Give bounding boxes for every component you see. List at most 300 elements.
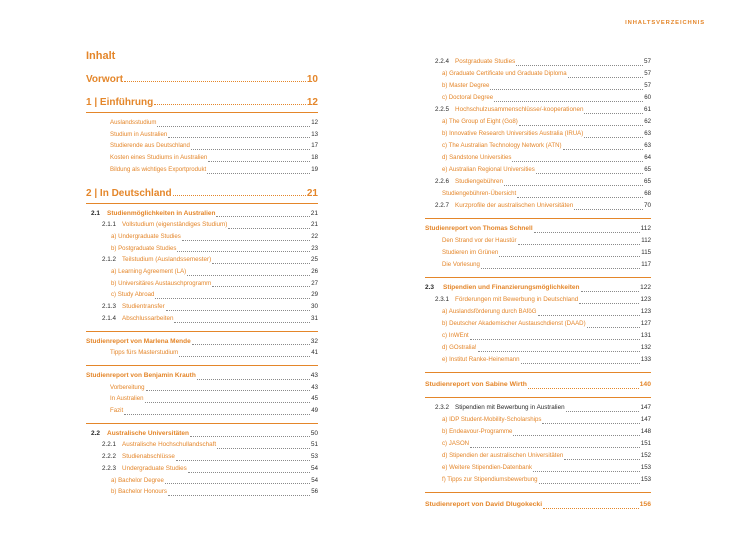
entry-label: c) JASON (442, 440, 470, 447)
dot-leader (192, 343, 310, 345)
toc-entry[interactable] (442, 306, 651, 318)
toc-entry[interactable] (110, 152, 318, 164)
toc-entry[interactable] (442, 414, 651, 426)
toc-report-wirth[interactable] (425, 379, 651, 391)
dot-leader (207, 172, 310, 174)
toc-sub-2-2-6[interactable] (435, 176, 651, 188)
entry-page: 25 (310, 256, 318, 264)
toc-sub-2-2-4[interactable] (435, 56, 651, 68)
toc-entry[interactable] (442, 318, 651, 330)
entry-page: 140 (639, 381, 651, 388)
dot-leader (538, 314, 640, 316)
entry-label: Kosten eines Studiums in Australien (110, 154, 208, 162)
entry-page: 41 (311, 349, 318, 357)
toc-sub-2-3-1[interactable] (435, 294, 651, 306)
toc-entry[interactable] (110, 405, 318, 417)
toc-entry[interactable] (111, 231, 318, 243)
dot-leader (197, 378, 310, 380)
dot-leader (228, 227, 310, 229)
entry-label: Die Vorlesung (442, 261, 480, 268)
toc-sub-2-1-4[interactable] (102, 313, 318, 325)
entry-page: 122 (640, 284, 651, 291)
entry-page: 148 (640, 428, 651, 435)
entry-page: 147 (640, 404, 651, 411)
dot-leader (212, 285, 310, 287)
entry-page: 62 (644, 118, 651, 125)
dot-leader (470, 446, 640, 448)
section-number: 2.2.4 (435, 58, 450, 65)
entry-label: Studienreport von Sabine Wirth (425, 381, 527, 388)
toc-sub-2-3-2[interactable] (435, 402, 651, 414)
entry-label: b) Deutscher Akademischer Austauschdienst (DAAD) (442, 320, 586, 327)
entry-label: a) Learning Agreement (LA) (111, 268, 187, 276)
toc-sub-2-1-1[interactable] (102, 219, 318, 231)
section-rule (86, 365, 318, 366)
entry-label: a) Graduate Certificate und Graduate Diploma (442, 70, 567, 77)
section-2-3 (425, 282, 651, 366)
entry-page: 22 (311, 232, 318, 240)
entry-label: Studienreport von David Dlugokecki (425, 501, 543, 508)
section-2-3-2 (425, 402, 651, 486)
entry-label: c) The Australian Technology Network (ATN) (442, 142, 562, 149)
section-number: 2.2 (91, 429, 101, 437)
sub-2-1-2-items (111, 266, 318, 301)
sub-2-2-3-items (111, 475, 318, 498)
entry-label: b) Master Degree (442, 82, 490, 89)
section-rule (86, 331, 318, 332)
entry-label: Hochschulzusammenschlüsse/-kooperationen (455, 106, 584, 113)
entry-page: 117 (641, 261, 651, 268)
entry-page: 26 (311, 268, 318, 276)
toc-entry[interactable] (111, 486, 318, 498)
dot-leader (518, 243, 641, 245)
dot-leader (533, 470, 640, 472)
sub-2-3-1-items (442, 306, 651, 366)
entry-label: In Australien (110, 395, 144, 403)
entry-page: 61 (643, 106, 651, 113)
entry-page: 153 (640, 476, 651, 483)
entry-label: f) Tipps zur Stipendiumsbewerbung (442, 476, 538, 483)
sub-2-1-1-items (111, 231, 318, 254)
toc-entry[interactable] (442, 68, 651, 80)
entry-label: e) Institut Ranke-Heinemann (442, 356, 520, 363)
entry-page: 51 (310, 441, 318, 449)
toc-entry[interactable] (442, 462, 651, 474)
entry-page: 30 (310, 303, 318, 311)
entry-label: c) Study Abroad (111, 291, 155, 299)
entry-page: 60 (644, 94, 651, 101)
entry-page: 123 (640, 296, 651, 303)
section-number: 2.2.3 (102, 464, 117, 472)
section-number: 2.1.2 (102, 256, 117, 264)
section-rule (425, 372, 651, 373)
entry-label: a) The Group of Eight (Go8) (442, 118, 518, 125)
section-2-2 (86, 428, 318, 498)
dot-leader (579, 302, 639, 304)
dot-leader (517, 196, 643, 198)
toc-entry[interactable] (111, 266, 318, 278)
toc-title: Inhalt (86, 50, 116, 62)
dot-leader (521, 362, 640, 364)
entry-page: 132 (640, 344, 651, 351)
dot-leader (146, 389, 311, 391)
dot-leader (212, 262, 310, 264)
entry-page: 156 (639, 501, 651, 508)
entry-page: 112 (641, 237, 651, 244)
entry-page: 17 (311, 142, 318, 150)
toc-entry[interactable] (442, 92, 651, 104)
entry-page: 153 (640, 464, 651, 471)
dot-leader (166, 309, 310, 311)
entry-page: 115 (641, 249, 651, 256)
entry-page: 57 (643, 58, 651, 65)
toc-entry[interactable] (442, 330, 651, 342)
entry-page: 127 (640, 320, 651, 327)
dot-leader (568, 76, 644, 78)
toc-entry[interactable] (442, 426, 651, 438)
section-2-2-subs (102, 439, 318, 474)
entry-page: 19 (311, 165, 318, 173)
entry-page: 70 (643, 202, 651, 209)
section-rule (425, 277, 651, 278)
entry-label: Abschlussarbeiten (122, 314, 174, 322)
entry-page: 152 (640, 452, 651, 459)
entry-page: 21 (310, 209, 318, 217)
entry-label: e) Weitere Stipendien-Datenbank (442, 464, 532, 471)
sub-2-2-6-items (442, 188, 651, 200)
dot-leader (190, 435, 310, 437)
entry-label: Förderungen mit Bewerbung in Deutschland (455, 296, 579, 303)
dot-leader (145, 401, 311, 403)
dot-leader (191, 148, 310, 150)
entry-label: Auslandsstudium (110, 119, 157, 126)
dot-leader (564, 458, 640, 460)
entry-label: Australische Universitäten (107, 429, 190, 437)
dot-leader (174, 321, 310, 323)
entry-label: Studienreport von Benjamin Krauth (86, 371, 196, 379)
dot-leader (528, 387, 639, 389)
entry-label: e) Australian Regional Universities (442, 166, 535, 173)
entry-label: Studiengebühren (455, 178, 503, 185)
entry-label: Studienabschlüsse (122, 453, 175, 461)
toc-entry[interactable] (102, 463, 318, 475)
entry-page: 133 (640, 356, 651, 363)
toc-entry[interactable] (442, 438, 651, 450)
entry-page: 43 (311, 383, 318, 391)
entry-page: 29 (311, 291, 318, 299)
dot-leader (587, 326, 640, 328)
section-rule (425, 218, 651, 219)
dot-leader (574, 208, 643, 210)
entry-page: 65 (643, 178, 651, 185)
toc-sub-2-2-7[interactable] (435, 200, 651, 212)
entry-label: d) GOstralia! (442, 344, 477, 351)
entry-page: 50 (310, 429, 318, 437)
entry-page: 10 (306, 74, 318, 85)
entry-label: a) IDP Student-Mobility-Scholarships (442, 416, 542, 423)
section-rule (425, 492, 651, 493)
entry-label: Studienreport von Thomas Schnell (425, 225, 533, 232)
dot-leader (584, 112, 643, 114)
entry-label: Bildung als wichtiges Exportprodukt (110, 165, 207, 173)
toc-entry[interactable] (102, 451, 318, 463)
sub-2-3-2-items (442, 414, 651, 486)
entry-label: Vollstudium (eigenständiges Studium) (122, 221, 228, 229)
section-number: 2.1.1 (102, 221, 117, 229)
entry-page: 53 (310, 453, 318, 461)
entry-page: 56 (311, 488, 318, 496)
toc-section-2-2[interactable] (91, 428, 318, 440)
toc-entry[interactable] (111, 289, 318, 301)
entry-label: Kurzprofile der australischen Universitäten (455, 202, 574, 209)
dot-leader (182, 239, 310, 241)
dot-leader (581, 290, 640, 292)
dot-leader (165, 482, 310, 484)
entry-page: 13 (311, 130, 318, 138)
entry-label: Postgraduate Studies (455, 58, 516, 65)
toc-section-2-1[interactable] (91, 208, 318, 220)
toc-sub-2-1-3[interactable] (102, 301, 318, 313)
chapter-1-items (110, 117, 318, 176)
entry-label: 1 | Einführung (86, 97, 154, 108)
toc-entry[interactable] (111, 243, 318, 255)
entry-page: 27 (311, 279, 318, 287)
dot-leader (499, 255, 640, 257)
toc-entry[interactable] (442, 235, 651, 247)
dot-leader (168, 494, 310, 496)
entry-label: a) Bachelor Degree (111, 476, 164, 484)
dot-leader (481, 267, 640, 269)
toc-entry[interactable] (442, 354, 651, 366)
toc-sub-2-1-2[interactable] (102, 254, 318, 266)
toc-entry[interactable] (110, 164, 318, 176)
toc-entry[interactable] (442, 188, 651, 200)
section-rule (425, 397, 651, 398)
entry-page: 68 (644, 190, 651, 197)
dot-leader (566, 410, 640, 412)
dot-leader (173, 194, 306, 196)
dot-leader (208, 160, 310, 162)
toc-entry[interactable] (110, 140, 318, 152)
dot-leader (563, 148, 644, 150)
toc-entry[interactable] (442, 474, 651, 486)
toc-report-schnell[interactable] (425, 223, 651, 235)
section-rule (86, 423, 318, 424)
entry-label: a) Undergraduate Studies (111, 232, 181, 240)
toc-right-column (425, 56, 651, 511)
toc-entry[interactable] (111, 475, 318, 487)
dot-leader (534, 231, 640, 233)
toc-report-dlugokecki[interactable] (425, 499, 651, 511)
entry-label: Australische Hochschullandschaft (122, 441, 217, 449)
section-number: 2.1.3 (102, 303, 117, 311)
entry-page: 45 (311, 395, 318, 403)
entry-page: 57 (644, 82, 651, 89)
entry-page: 21 (306, 187, 318, 199)
toc-entry[interactable] (442, 128, 651, 140)
toc-entry[interactable] (110, 117, 318, 129)
entry-page: 63 (644, 130, 651, 137)
dot-leader (124, 80, 306, 82)
entry-page: 65 (644, 166, 651, 173)
dot-leader (154, 103, 306, 105)
toc-entry[interactable] (110, 382, 318, 394)
dot-leader (512, 160, 643, 162)
toc-entry[interactable] (442, 247, 651, 259)
dot-leader (177, 250, 310, 252)
entry-page: 12 (306, 97, 318, 108)
sub-2-2-5-items (442, 116, 651, 176)
section-number: 2.2.5 (435, 106, 450, 113)
dot-leader (168, 136, 310, 138)
entry-label: Stipendien und Finanzierungsmöglichkeiten (443, 284, 580, 291)
toc-entry[interactable] (442, 152, 651, 164)
entry-label: Stipendien mit Bewerbung in Australien (455, 404, 565, 411)
dot-leader (157, 125, 310, 127)
toc-chapter-2[interactable] (86, 188, 318, 199)
toc-left-column (86, 50, 318, 498)
dot-leader (188, 471, 310, 473)
entry-page: 63 (644, 142, 651, 149)
entry-page: 57 (644, 70, 651, 77)
entry-page: 64 (644, 154, 651, 161)
dot-leader (470, 338, 640, 340)
dot-leader (516, 64, 643, 66)
entry-label: Studienreport von Marlena Mende (86, 337, 191, 345)
section-number: 2.2.2 (102, 453, 117, 461)
toc-entry[interactable] (442, 80, 651, 92)
entry-label: Studienmöglichkeiten in Australien (107, 209, 216, 217)
entry-label: Studium in Australien (110, 130, 168, 138)
entry-label: d) Sandstone Universities (442, 154, 512, 161)
entry-page: 18 (311, 154, 318, 162)
section-number: 2.3.2 (435, 404, 450, 411)
toc-chapter-1[interactable] (86, 97, 318, 108)
dot-leader (539, 482, 640, 484)
chapter-2-section-2-1 (86, 208, 318, 325)
toc-entry[interactable] (442, 140, 651, 152)
dot-leader (216, 215, 309, 217)
entry-label: Fazit (110, 407, 124, 415)
dot-leader (584, 136, 643, 138)
entry-label: b) Bachelor Honours (111, 488, 167, 496)
dot-leader (490, 88, 643, 90)
running-head: INHALTSVERZEICHNIS (625, 20, 705, 26)
toc-entry[interactable] (442, 259, 651, 271)
section-number: 2.1 (91, 209, 101, 217)
dot-leader (536, 172, 643, 174)
section-number: 2.3.1 (435, 296, 450, 303)
dot-leader (124, 413, 310, 415)
dot-leader (543, 507, 639, 509)
entry-page: 23 (311, 244, 318, 252)
entry-page: 54 (311, 476, 318, 484)
entry-page: 12 (311, 119, 318, 126)
entry-label: Teilstudium (Auslandssemester) (122, 256, 212, 264)
entry-label: 2 | In Deutschland (86, 187, 172, 199)
chapter-rule (86, 203, 318, 204)
toc-report-mende[interactable] (86, 336, 318, 348)
dot-leader (217, 447, 310, 449)
dot-leader (179, 355, 310, 357)
report-mende-items (110, 347, 318, 359)
entry-label: Undergraduate Studies (122, 464, 187, 472)
entry-page: 32 (310, 337, 318, 345)
dot-leader (187, 274, 310, 276)
entry-label: c) InWEnt (442, 332, 469, 339)
entry-label: Studierende aus Deutschland (110, 142, 190, 150)
entry-label: Studientransfer (122, 303, 165, 311)
toc-entry[interactable] (110, 129, 318, 141)
toc-sub-2-2-5[interactable] (435, 104, 651, 116)
entry-label: a) Auslandsförderung durch BAföG (442, 308, 537, 315)
entry-page: 131 (640, 332, 651, 339)
entry-label: Den Strand vor der Haustür (442, 237, 517, 244)
entry-label: b) Endeavour-Programme (442, 428, 513, 435)
toc-entry[interactable] (111, 278, 318, 290)
toc-section-2-3[interactable] (425, 282, 651, 294)
entry-page: 151 (640, 440, 651, 447)
entry-label: Studieren im Grünen (442, 249, 499, 256)
dot-leader (519, 124, 643, 126)
dot-leader (504, 184, 643, 186)
entry-label: b) Innovative Research Universities Australia (IRUA) (442, 130, 584, 137)
toc-entry[interactable] (110, 393, 318, 405)
section-number: 2.2.1 (102, 441, 117, 449)
entry-page: 43 (310, 371, 318, 379)
entry-label: b) Universitäres Austauschprogramm (111, 279, 212, 287)
entry-label: b) Postgraduate Studies (111, 244, 177, 252)
toc-entry[interactable] (442, 116, 651, 128)
entry-label: Vorwort (86, 74, 124, 85)
section-2-2-continued (425, 56, 651, 212)
section-number: 2.2.6 (435, 178, 450, 185)
toc-entry[interactable] (442, 450, 651, 462)
dot-leader (542, 422, 639, 424)
entry-page: 54 (310, 464, 318, 472)
toc-entry[interactable] (442, 164, 651, 176)
toc-entry[interactable] (102, 439, 318, 451)
section-number: 2.1.4 (102, 314, 117, 322)
sub-2-2-4-items (442, 68, 651, 104)
chapter-rule (86, 112, 318, 113)
entry-label: c) Doctoral Degree (442, 94, 494, 101)
entry-page: 31 (310, 314, 318, 322)
entry-page: 49 (311, 407, 318, 415)
dot-leader (478, 350, 640, 352)
section-number: 2.3 (425, 284, 435, 291)
entry-page: 147 (640, 416, 651, 423)
toc-report-krauth[interactable] (86, 370, 318, 382)
dot-leader (155, 297, 310, 299)
entry-page: 123 (640, 308, 651, 315)
entry-label: d) Stipendien der australischen Universitäten (442, 452, 564, 459)
entry-label: Vorbereitung (110, 383, 145, 391)
entry-label: Studiengebühren-Übersicht (442, 190, 517, 197)
report-schnell-items (442, 235, 651, 271)
section-number: 2.2.7 (435, 202, 450, 209)
toc-entry[interactable] (442, 342, 651, 354)
toc-entry-vorwort[interactable] (86, 74, 318, 85)
dot-leader (513, 434, 639, 436)
report-krauth-items (110, 382, 318, 417)
entry-page: 21 (310, 221, 318, 229)
toc-entry[interactable] (110, 347, 318, 359)
dot-leader (176, 459, 310, 461)
dot-leader (494, 100, 643, 102)
entry-page: 112 (640, 225, 651, 232)
entry-label: Tipps fürs Masterstudium (110, 349, 179, 357)
